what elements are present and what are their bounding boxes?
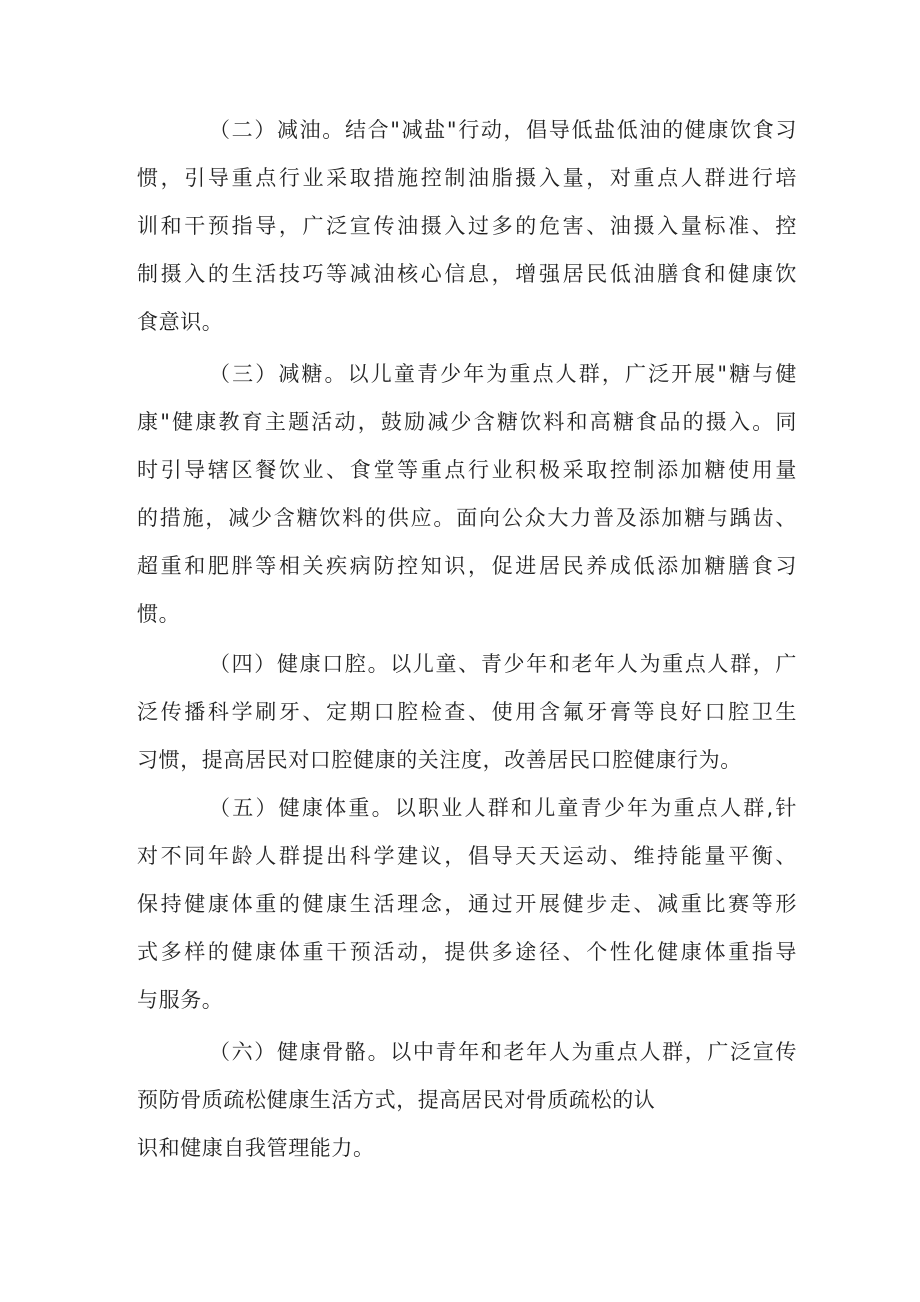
text-line: 式多样的健康体重干预活动，提供多途径、个性化健康体重指导 bbox=[137, 940, 797, 964]
text-line: 惯，引导重点行业采取措施控制油脂摄入量，对重点人群进行培 bbox=[137, 166, 797, 190]
paragraph-healthy-weight bbox=[137, 784, 797, 1024]
text-line: 超重和肥胖等相关疾病防控知识，促进居民养成低添加糖膳食习 bbox=[137, 554, 797, 578]
text-line: 与服务。 bbox=[137, 988, 224, 1012]
text-line: 训和干预指导，广泛宣传油摄入过多的危害、油摄入量标准、控 bbox=[137, 214, 797, 238]
paragraph-bone-health bbox=[137, 1028, 797, 1172]
text-line: 的措施，减少含糖饮料的供应。面向公众大力普及添加糖与踽齿、 bbox=[137, 506, 797, 530]
text-line: 预防骨质疏松健康生活方式，提高居民对骨质疏松的认 bbox=[137, 1088, 656, 1112]
text-line: 泛传播科学刷牙、定期口腔检查、使用含氟牙膏等良好口腔卫生 bbox=[137, 700, 797, 724]
text-line: 食意识。 bbox=[137, 310, 224, 334]
text-line: 识和健康自我管理能力。 bbox=[137, 1136, 375, 1160]
text-line: 对不同年龄人群提出科学建议，倡导天天运动、维持能量平衡、 bbox=[137, 844, 797, 868]
text-line: 康"健康教育主题活动，鼓励减少含糖饮料和高糖食品的摄入。同 bbox=[137, 410, 797, 434]
text-line: （三）减糖。以儿童青少年为重点人群，广泛开展"糖与健 bbox=[209, 362, 797, 386]
text-line: 时引导辖区餐饮业、食堂等重点行业积极采取控制添加糖使用量 bbox=[137, 458, 797, 482]
text-line: （二）减油。结合"减盐"行动，倡导低盐低油的健康饮食习 bbox=[209, 118, 797, 142]
paragraph-oral-health bbox=[137, 640, 797, 784]
paragraph-reduce-sugar bbox=[137, 350, 797, 638]
text-line: 保持健康体重的健康生活理念，通过开展健步走、减重比赛等形 bbox=[137, 892, 797, 916]
paragraph-reduce-oil bbox=[137, 106, 797, 346]
text-line: 制摄入的生活技巧等减油核心信息，增强居民低油膳食和健康饮 bbox=[137, 262, 797, 286]
text-line: 惯。 bbox=[137, 602, 181, 626]
text-line: （四）健康口腔。以儿童、青少年和老年人为重点人群，广 bbox=[209, 652, 797, 676]
text-line: （六）健康骨骼。以中青年和老年人为重点人群，广泛宣传 bbox=[209, 1040, 797, 1064]
text-line: 习惯，提高居民对口腔健康的关注度，改善居民口腔健康行为。 bbox=[137, 748, 742, 772]
text-line: （五）健康体重。以职业人群和儿童青少年为重点人群,针 bbox=[209, 796, 797, 820]
